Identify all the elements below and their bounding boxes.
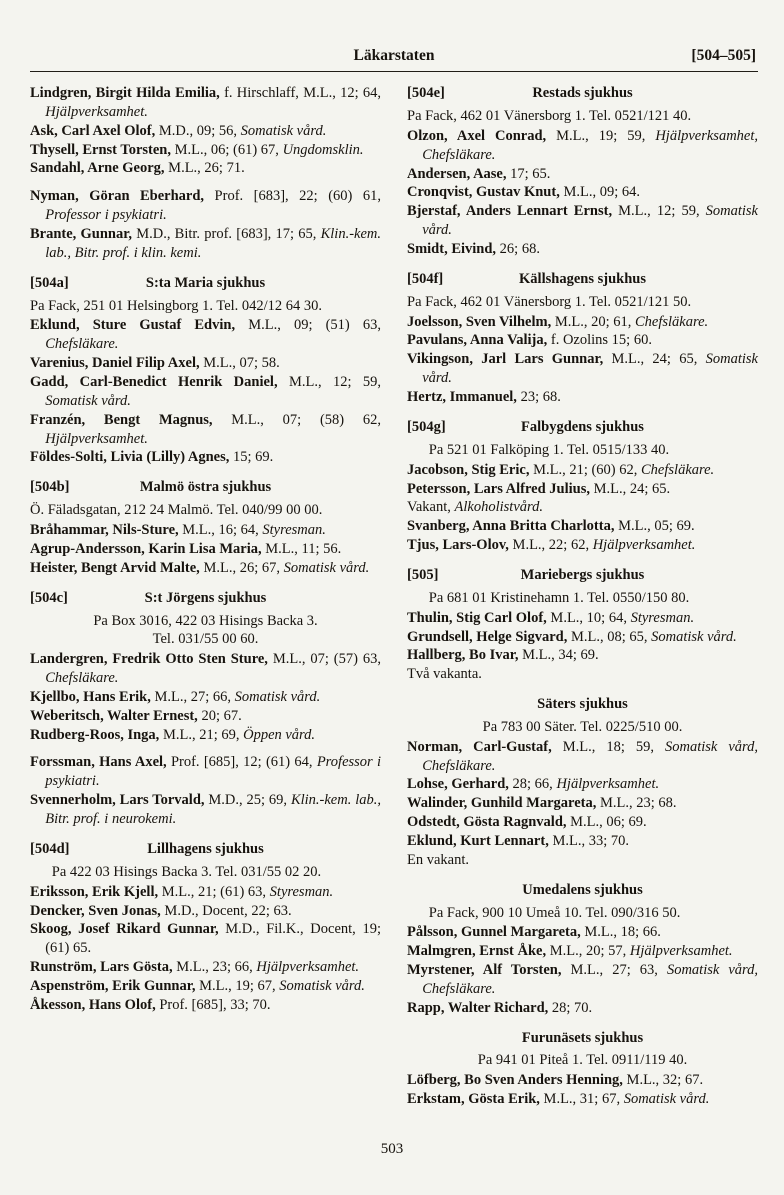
entry-details: M.L., 11; 56. bbox=[261, 540, 342, 557]
entry-details: M.L., 12; 59, bbox=[612, 203, 706, 220]
hospital-address bbox=[407, 1051, 758, 1070]
entry-name: Rudberg-Roos, Inga, bbox=[30, 726, 160, 743]
entry-name: Vikingson, Jarl Lars Gunnar, bbox=[407, 351, 604, 368]
directory-entry bbox=[407, 999, 758, 1018]
entry-name: Lindgren, Birgit Hilda Emilia, bbox=[30, 85, 220, 101]
directory-entry bbox=[407, 665, 758, 684]
hospital-address bbox=[407, 904, 758, 923]
address-line: Pa Fack, 900 10 Umeå 10. Tel. 090/316 50. bbox=[428, 904, 681, 921]
directory-entry bbox=[30, 521, 381, 540]
directory-entry bbox=[407, 1090, 758, 1109]
entry-details: M.L., 19; 67, bbox=[195, 977, 280, 994]
section-header bbox=[30, 589, 381, 608]
hospital-address bbox=[407, 107, 758, 126]
hospital-address bbox=[30, 297, 381, 316]
page-footer bbox=[0, 1140, 784, 1160]
entry-details: M.L., 07; (57) 63, bbox=[267, 651, 381, 668]
entry-specialty: Professor i psykiatri. bbox=[45, 754, 381, 790]
directory-entry bbox=[407, 961, 758, 999]
section-header bbox=[407, 418, 758, 437]
entry-details: M.L., 27; 66, bbox=[150, 688, 235, 705]
entry-details: M.L., 18; 66. bbox=[580, 924, 661, 941]
entry-name: Weberitsch, Walter Ernest, bbox=[30, 707, 198, 724]
entry-specialty: Hjälpverksamhet. bbox=[592, 537, 696, 554]
entry-name: Forssman, Hans Axel, bbox=[30, 754, 167, 771]
directory-entry bbox=[407, 775, 758, 794]
entry-details: M.L., 22; 62, bbox=[508, 537, 593, 554]
entry-name: Eriksson, Erik Kjell, bbox=[30, 883, 159, 900]
page-reference: [504–505] bbox=[691, 47, 756, 64]
entry-name: Erkstam, Gösta Erik, bbox=[407, 1091, 540, 1108]
address-line: Tel. 031/55 00 60. bbox=[152, 631, 259, 648]
entry-name: Pavulans, Anna Valija, bbox=[407, 332, 548, 349]
directory-entry bbox=[407, 794, 758, 813]
entry-specialty: Professor i psykiatri. bbox=[45, 207, 167, 224]
entry-name: Bråhammar, Nils-Sture, bbox=[30, 522, 179, 539]
entry-details: M.L., 31; 67, bbox=[539, 1091, 624, 1108]
entry-details: M.L., 20; 57, bbox=[546, 943, 630, 960]
directory-entry bbox=[30, 316, 381, 354]
entry-specialty: Ungdomsklin. bbox=[282, 141, 364, 158]
entry-name: Eklund, Sture Gustaf Edvin, bbox=[30, 317, 236, 334]
entry-name: Földes-Solti, Livia (Lilly) Agnes, bbox=[30, 449, 230, 466]
entry-details: M.L., 07; (58) 62, bbox=[212, 411, 382, 428]
entry-name: Gadd, Carl-Benedict Henrik Daniel, bbox=[30, 373, 278, 390]
entry-details: M.L., 06; (61) 67, bbox=[171, 141, 283, 158]
directory-entry bbox=[407, 127, 758, 165]
entry-name: Cronqvist, Gustav Knut, bbox=[407, 184, 560, 201]
entry-details: M.L., 21; (61) 63, bbox=[158, 883, 270, 900]
directory-entry bbox=[407, 480, 758, 499]
entry-details: Prof. [683], 22; (60) 61, bbox=[204, 188, 381, 205]
entry-details: M.L., 34; 69. bbox=[518, 647, 599, 664]
directory-entry bbox=[30, 902, 381, 921]
entry-name: Hallberg, Bo Ivar, bbox=[407, 647, 519, 664]
hospital-name: Säters sjukhus bbox=[537, 696, 628, 713]
entry-specialty: Somatisk vård, Chefsläkare. bbox=[422, 962, 759, 997]
entry-details: Prof. [685], 33; 70. bbox=[155, 996, 271, 1013]
hospital-address bbox=[407, 589, 758, 608]
directory-entry bbox=[30, 996, 381, 1015]
address-line: Pa 783 00 Säter. Tel. 0225/510 00. bbox=[482, 718, 683, 735]
entry-name: Thysell, Ernst Torsten, bbox=[30, 141, 171, 158]
entry-name: Smidt, Eivind, bbox=[407, 240, 497, 257]
directory-entry bbox=[30, 354, 381, 373]
entry-details: 23; 68. bbox=[516, 388, 561, 405]
hospital-address bbox=[30, 863, 381, 882]
entry-name: Olzon, Axel Conrad, bbox=[407, 127, 547, 144]
entry-details: M.L., 26; 67, bbox=[199, 559, 284, 576]
directory-entry bbox=[407, 388, 758, 407]
entry-details: M.L., 21; 69, bbox=[159, 726, 244, 743]
entry-name: Grundsell, Helge Sigvard, bbox=[407, 628, 568, 645]
entry-name: Skoog, Josef Rikard Gunnar, bbox=[30, 921, 219, 938]
page-number: 503 bbox=[380, 1140, 404, 1157]
entry-details: M.L., 19; 59, bbox=[546, 127, 656, 144]
directory-entry bbox=[407, 498, 758, 517]
entry-name: Malmgren, Ernst Åke, bbox=[407, 943, 547, 960]
entry-name: Rapp, Walter Richard, bbox=[407, 999, 549, 1016]
section-header bbox=[407, 270, 758, 289]
entry-name: Heister, Bengt Arvid Malte, bbox=[30, 559, 200, 576]
entry-specialty: Somatisk vård. bbox=[283, 559, 370, 576]
entry-details: M.L., 27; 63, bbox=[561, 962, 667, 979]
entry-specialty: Somatisk vård. bbox=[45, 392, 131, 409]
directory-entry bbox=[30, 688, 381, 707]
directory-entry bbox=[30, 122, 381, 141]
entry-specialty: Somatisk vård. bbox=[651, 628, 737, 645]
entry-specialty: Klin.-kem. lab., Bitr. prof. i klin. kemi. bbox=[45, 225, 381, 261]
directory-entry bbox=[407, 165, 758, 184]
entry-name: Landergren, Fredrik Otto Sten Sture, bbox=[30, 651, 268, 668]
entry-name: Löfberg, Bo Sven Anders Henning, bbox=[407, 1072, 623, 1089]
address-line: Pa Fack, 251 01 Helsingborg 1. Tel. 042/12 64 30. bbox=[30, 297, 323, 314]
section-header bbox=[30, 274, 381, 293]
entry-details: M.L., 08; 65, bbox=[567, 628, 652, 645]
entry-name: Åkesson, Hans Olof, bbox=[30, 996, 156, 1013]
entry-details: Två vakanta. bbox=[407, 666, 482, 683]
entry-details: M.L., 09; (51) 63, bbox=[235, 317, 381, 334]
entry-specialty: Styresman. bbox=[262, 522, 326, 539]
entry-details: 28; 66, bbox=[508, 776, 557, 793]
entry-specialty: Somatisk vård. bbox=[279, 977, 365, 994]
directory-entry bbox=[407, 536, 758, 555]
entry-specialty: Somatisk vård. bbox=[234, 688, 321, 705]
entry-name: Lohse, Gerhard, bbox=[407, 776, 509, 793]
hospital-name: Malmö östra sjukhus bbox=[139, 479, 272, 496]
section-code: [504f] bbox=[407, 270, 444, 287]
section-header bbox=[407, 566, 758, 585]
entry-name: Nyman, Göran Eberhard, bbox=[30, 188, 205, 205]
entry-specialty: Chefsläkare. bbox=[45, 670, 119, 687]
entry-name: Dencker, Sven Jonas, bbox=[30, 902, 161, 919]
entry-specialty: Somatisk vård. bbox=[623, 1091, 710, 1108]
entry-name: Norman, Carl-Gustaf, bbox=[407, 738, 552, 755]
directory-entry bbox=[30, 650, 381, 688]
entry-name: Eklund, Kurt Lennart, bbox=[407, 833, 549, 849]
entry-details: M.L., 32; 67. bbox=[622, 1072, 704, 1089]
entry-specialty: Klin.-kem. lab., Bitr. prof. i neurokemi. bbox=[45, 792, 381, 827]
entry-details: M.D., 25; 69, bbox=[204, 792, 291, 809]
directory-entry bbox=[407, 851, 758, 870]
section-header bbox=[30, 840, 381, 859]
entry-details: M.L., 07; 58. bbox=[199, 355, 280, 372]
directory-entry bbox=[407, 923, 758, 942]
directory-entry bbox=[407, 646, 758, 665]
directory-entry bbox=[30, 559, 381, 578]
entry-details: M.L., 23; 68. bbox=[596, 795, 677, 812]
entry-details: M.D., Docent, 22; 63. bbox=[160, 902, 292, 919]
hospital-name: Umedalens sjukhus bbox=[522, 881, 643, 898]
entry-name: Odstedt, Gösta Ragnvald, bbox=[407, 814, 567, 831]
section-code: [504g] bbox=[407, 418, 446, 435]
directory-entry bbox=[30, 707, 381, 726]
directory-entry bbox=[407, 628, 758, 647]
running-title: Läkarstaten bbox=[353, 47, 435, 64]
entry-details: Prof. [685], 12; (61) 64, bbox=[166, 754, 317, 771]
entry-details: 15; 69. bbox=[229, 449, 274, 466]
entry-name: Sandahl, Arne Georg, bbox=[30, 160, 165, 177]
entry-details: M.L., 26; 71. bbox=[164, 160, 245, 177]
entry-name: Thulin, Stig Carl Olof, bbox=[407, 609, 547, 626]
entry-details: M.L., 06; 69. bbox=[566, 814, 647, 831]
entry-specialty: Hjälpverksamhet. bbox=[629, 943, 733, 960]
directory-entry bbox=[30, 958, 381, 977]
directory-entry bbox=[407, 202, 758, 240]
entry-specialty: Hjälpverksamhet. bbox=[45, 103, 148, 120]
entry-details: M.D., Bitr. prof. [683], 17; 65, bbox=[131, 225, 321, 242]
directory-entry bbox=[30, 920, 381, 958]
entry-details: M.L., 21; (60) 62, bbox=[529, 461, 642, 478]
directory-entry bbox=[30, 225, 381, 263]
directory-entry bbox=[30, 726, 381, 745]
directory-entry bbox=[30, 448, 381, 467]
entry-name: Hertz, Immanuel, bbox=[407, 388, 517, 405]
directory-entry bbox=[407, 517, 758, 536]
entry-details: 17; 65. bbox=[506, 165, 551, 182]
hospital-name: Falbygdens sjukhus bbox=[521, 418, 644, 435]
directory-entry bbox=[30, 84, 381, 122]
section-header bbox=[407, 84, 758, 103]
entry-details: M.L., 20; 61, bbox=[551, 313, 635, 330]
address-line: Pa Fack, 462 01 Vänersborg 1. Tel. 0521/121 50. bbox=[407, 293, 692, 310]
directory-entry bbox=[30, 977, 381, 996]
right-column bbox=[407, 84, 758, 1109]
page-header bbox=[30, 46, 758, 67]
hospital-address bbox=[407, 441, 758, 460]
hospital-name: Furunäsets sjukhus bbox=[521, 1029, 644, 1046]
entry-details: M.L., 12; 59, bbox=[277, 373, 381, 390]
address-line: Pa Box 3016, 422 03 Hisings Backa 3. bbox=[93, 612, 318, 629]
entry-name: Kjellbo, Hans Erik, bbox=[30, 688, 151, 705]
entry-specialty: Chefsläkare. bbox=[45, 336, 119, 353]
entry-name: Brante, Gunnar, bbox=[30, 225, 132, 242]
hospital-name: Mariebergs sjukhus bbox=[520, 566, 645, 583]
directory-entry bbox=[30, 187, 381, 225]
entry-name: Walinder, Gunhild Margareta, bbox=[407, 795, 597, 812]
entry-specialty: Somatisk vård. bbox=[422, 203, 758, 239]
directory-entry bbox=[30, 159, 381, 178]
address-line: Pa 681 01 Kristinehamn 1. Tel. 0550/150 80. bbox=[428, 589, 690, 606]
entry-details: M.L., 33; 70. bbox=[548, 833, 629, 849]
entry-details: M.L., 10; 64, bbox=[546, 609, 631, 626]
entry-details: M.D., 09; 56, bbox=[155, 122, 241, 139]
entry-details: M.L., 05; 69. bbox=[614, 518, 695, 535]
header-rule bbox=[30, 71, 758, 72]
directory-entry bbox=[30, 141, 381, 160]
directory-entry bbox=[30, 411, 381, 449]
entry-name: Petersson, Lars Alfred Julius, bbox=[407, 480, 590, 497]
directory-entry bbox=[407, 832, 758, 851]
directory-entry bbox=[30, 791, 381, 829]
section-code: [504d] bbox=[30, 840, 70, 857]
section-code: [504a] bbox=[30, 274, 69, 291]
hospital-name: S:ta Maria sjukhus bbox=[145, 274, 266, 291]
directory-entry bbox=[407, 609, 758, 628]
entry-specialty: Somatisk vård. bbox=[422, 351, 758, 387]
entry-specialty: Somatisk vård. bbox=[240, 122, 327, 139]
entry-name: Svanberg, Anna Britta Charlotta, bbox=[407, 518, 615, 535]
entry-specialty: Hjälpverksamhet, Chefsläkare. bbox=[422, 127, 759, 163]
directory-entry bbox=[407, 1071, 758, 1090]
entry-specialty: Alkoholistvård. bbox=[454, 499, 543, 516]
entry-name: Ask, Carl Axel Olof, bbox=[30, 122, 156, 139]
address-line: Pa 521 01 Falköping 1. Tel. 0515/133 40. bbox=[428, 441, 670, 458]
directory-entry bbox=[30, 753, 381, 791]
entry-name: Bjerstaf, Anders Lennart Ernst, bbox=[407, 203, 613, 220]
section-code: [504e] bbox=[407, 85, 445, 101]
entry-specialty: Chefsläkare. bbox=[635, 313, 709, 330]
left-column bbox=[30, 84, 381, 1109]
entry-specialty: Öppen vård. bbox=[243, 726, 316, 743]
directory-entry bbox=[407, 331, 758, 350]
directory-entry bbox=[407, 942, 758, 961]
entry-details: 28; 70. bbox=[548, 999, 593, 1016]
address-line: Pa 422 03 Hisings Backa 3. Tel. 031/55 02 20. bbox=[51, 863, 322, 880]
entry-details: f. Ozolins 15; 60. bbox=[547, 332, 652, 349]
directory-entry bbox=[407, 738, 758, 776]
entry-details: M.L., 09; 64. bbox=[559, 184, 640, 201]
entry-specialty: Hjälpverksamhet. bbox=[45, 430, 148, 447]
entry-name: Franzén, Bengt Magnus, bbox=[30, 411, 213, 428]
entry-name: Myrstener, Alf Torsten, bbox=[407, 962, 562, 979]
directory-entry bbox=[30, 540, 381, 559]
directory-entry bbox=[407, 240, 758, 259]
entry-details: 26; 68. bbox=[496, 240, 540, 257]
entry-details: M.L., 24; 65. bbox=[590, 480, 671, 497]
address-line: Ö. Fäladsgatan, 212 24 Malmö. Tel. 040/99 00 00. bbox=[30, 502, 323, 519]
section-code: [504b] bbox=[30, 479, 70, 496]
entry-specialty: Hjälpverksamhet. bbox=[556, 776, 660, 793]
entry-details: f. Hirschlaff, M.L., 12; 64, bbox=[219, 85, 382, 101]
entry-specialty: Styresman. bbox=[269, 883, 334, 900]
directory-entry bbox=[30, 373, 381, 411]
entry-details: M.L., 24; 65, bbox=[603, 351, 706, 368]
hospital-address bbox=[30, 612, 381, 650]
entry-name: Tjus, Lars-Olov, bbox=[407, 537, 509, 554]
address-line: Pa Fack, 462 01 Vänersborg 1. Tel. 0521/121 40. bbox=[407, 108, 692, 124]
section-header bbox=[30, 478, 381, 497]
entry-specialty: Somatisk vård, Chefsläkare. bbox=[422, 738, 758, 774]
entry-specialty: Styresman. bbox=[630, 609, 695, 626]
entry-details: M.L., 16; 64, bbox=[178, 522, 263, 539]
directory-entry bbox=[407, 313, 758, 332]
hospital-name: Restads sjukhus bbox=[532, 85, 633, 101]
entry-details: Vakant, bbox=[407, 499, 455, 516]
entry-details: 20; 67. bbox=[197, 707, 242, 724]
entry-name: Andersen, Aase, bbox=[407, 165, 507, 182]
section-code: [504c] bbox=[30, 589, 68, 606]
entry-name: Runström, Lars Gösta, bbox=[30, 959, 173, 976]
section-code: [505] bbox=[407, 566, 439, 583]
hospital-address bbox=[407, 293, 758, 312]
directory-entry bbox=[407, 813, 758, 832]
directory-entry bbox=[30, 883, 381, 902]
entry-name: Varenius, Daniel Filip Axel, bbox=[30, 355, 200, 372]
directory-entry bbox=[407, 461, 758, 480]
directory-entry bbox=[407, 183, 758, 202]
entry-name: Svennerholm, Lars Torvald, bbox=[30, 792, 205, 809]
entry-details: M.L., 23; 66, bbox=[172, 959, 257, 976]
entry-details: M.D., Fil.K., Docent, 19; (61) 65. bbox=[45, 921, 381, 957]
entry-name: Pålsson, Gunnel Margareta, bbox=[407, 924, 581, 941]
hospital-address bbox=[407, 718, 758, 737]
entry-specialty: Chefsläkare. bbox=[641, 461, 715, 478]
hospital-name: Lillhagens sjukhus bbox=[147, 840, 264, 857]
address-line: Pa 941 01 Piteå 1. Tel. 0911/119 40. bbox=[477, 1052, 688, 1069]
text-columns bbox=[30, 84, 758, 1109]
entry-name: Aspenström, Erik Gunnar, bbox=[30, 977, 196, 994]
entry-specialty: Hjälpverksamhet. bbox=[256, 959, 360, 976]
hospital-name: Källshagens sjukhus bbox=[519, 270, 646, 287]
entry-name: Joelsson, Sven Vilhelm, bbox=[407, 313, 552, 330]
entry-name: Jacobson, Stig Eric, bbox=[407, 461, 530, 478]
hospital-name: S:t Jörgens sjukhus bbox=[144, 589, 267, 606]
entry-name: Agrup-Andersson, Karin Lisa Maria, bbox=[30, 540, 262, 557]
entry-details: M.L., 18; 59, bbox=[551, 738, 665, 755]
entry-details: En vakant. bbox=[407, 851, 470, 868]
directory-entry bbox=[407, 350, 758, 388]
hospital-address bbox=[30, 501, 381, 520]
